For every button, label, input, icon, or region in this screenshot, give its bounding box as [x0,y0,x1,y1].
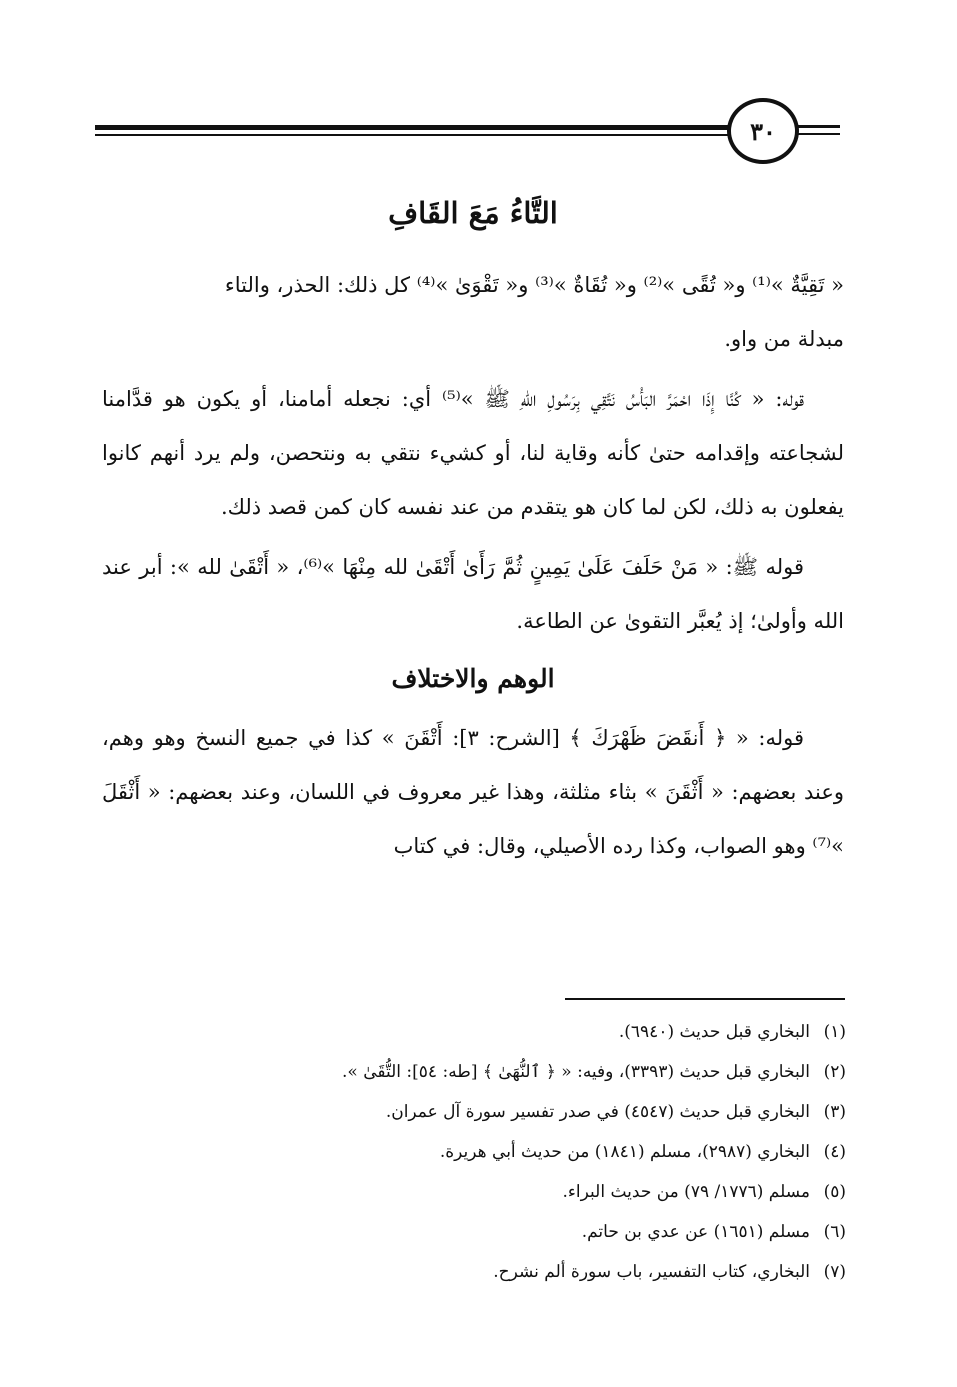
footnote-number: (٤) [823,1142,846,1162]
page-header [95,98,845,168]
footnote-item [100,1052,846,1092]
paragraph-line: « تَقِيَّةٌ »⁽¹⁾ و« تُقًى »⁽²⁾ و« تُقَاةٌ »⁽³⁾ و« تَقْوَىٰ »⁽⁴⁾ كل ذلك: الحذر، والتاء [224,272,844,297]
section-title-wahm: الوهم والاختلاف [391,663,555,693]
footnote-separator [565,998,845,1000]
footnotes [100,1012,846,1292]
footnote-number: (١) [823,1022,846,1042]
paragraph-anqada: قوله: « ﴿ أَنقَضَ ظَهْرَكَ ﴾ [الشرح: ٣]: أَتْقَنَ » كذا في جميع النسخ وهو وهم، وعند بعضهم: « أَثْقَنَ » بثاء مثلثة، وهذا غير معروف في اللسان، وعند بعضهم: « أَثْقَلَ »⁽⁷⁾ وهو الصواب، وكذا رده الأصيلي، وقال: في كتاب [102,726,844,858]
footnote-number: (٢) [823,1062,846,1082]
footnote-number: (٦) [823,1222,846,1242]
footnote-text: البخاري قبل حديث (٤٥٤٧) في صدر تفسير سورة آل عمران. [385,1102,810,1122]
footnote-text: البخاري قبل حديث (٦٩٤٠). [618,1022,810,1042]
footnote-text: البخاري (٢٩٨٧)، مسلم (١٨٤١) من حديث أبي هريرة. [439,1142,810,1162]
footnote-number: (٧) [823,1262,846,1282]
header-rule-right [795,125,840,128]
footnote-text: البخاري قبل حديث (٣٣٩٣)، وفيه: « ﴿ ٱلنُّهَىٰ ﴾ [طه: ٥٤]: التُّقَىٰ ». [342,1062,810,1082]
footnote-item [100,1212,846,1252]
footnote-number: (٥) [823,1182,846,1202]
footnote-item [100,1252,846,1292]
paragraph-man-halafa: قوله ﷺ: « مَنْ حَلَفَ عَلَىٰ يَمِينٍ ثُمَّ رَأَىٰ أَتْقَىٰ لله مِنْهَا »⁽⁶⁾، « أَتْقَىٰ لله »: أبر عند الله وأولىٰ؛ إذ يُعبَّر التقوىٰ عن الطاعة. [102,554,844,633]
header-rule-thin [95,134,735,136]
footnote-item [100,1012,846,1052]
footnote-number: (٣) [823,1102,846,1122]
main-content [102,180,844,879]
footnote-text: مسلم (١٦٥١) عن عدي بن حاتم. [581,1222,810,1242]
header-rule-right-thin [795,133,840,135]
footnote-text: البخاري، كتاب التفسير، باب سورة ألم نشرح. [493,1262,810,1282]
paragraph-kunna: قوله: « كُنَّا إِذَا احْمَرَّ البَأْسُ نَتَّقِي بِرَسُولِ اللهِ ﷺ »⁽⁵⁾ أي: نجعله أمامنا، أو يكون هو قدَّامنا لشجاعته وإقدامه حتىٰ كأنه وقاية لنا، أو كشيء نتقي به ونتحصن، ولم يرد أنهم كانوا يفعلون به ذلك، لكن لما كان هو يتقدم من عند نفسه كان كمن قصد ذلك. [102,386,844,519]
header-rule [95,125,735,130]
footnote-item [100,1172,846,1212]
footnote-item [100,1092,846,1132]
paragraph-taqiyya [102,258,844,366]
section-title-ta-qaf: التَّاءُ مَعَ القَافِ [388,196,558,230]
footnote-text: مسلم (١٧٧٦/ ٧٩) من حديث البراء. [562,1182,810,1202]
page-number: ٣٠ [727,98,799,164]
paragraph-line: مبدلة من واو. [724,326,844,351]
footnote-item [100,1132,846,1172]
